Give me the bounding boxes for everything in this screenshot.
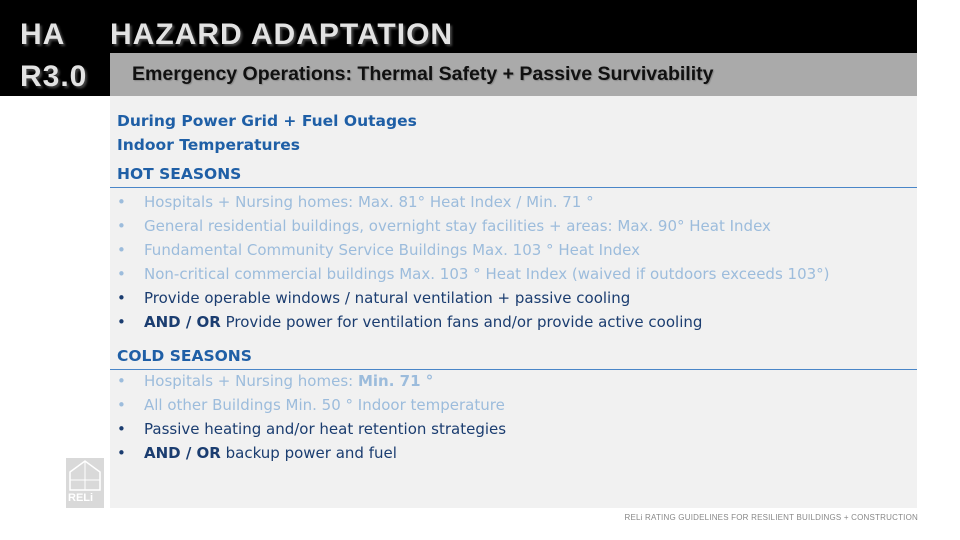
list-item — [117, 417, 506, 441]
list-item-text: Provide power for ventilation fans and/or provide active cooling — [220, 313, 703, 331]
list-item — [117, 310, 830, 334]
bullet-icon: • — [117, 444, 126, 462]
bullet-icon: • — [117, 313, 126, 331]
section-code: HA — [20, 18, 66, 51]
footer-text: RELi RATING GUIDELINES FOR RESILIENT BUILDINGS + CONSTRUCTION — [624, 513, 918, 522]
bullet-icon: • — [117, 241, 126, 259]
list-item-text: General residential buildings, overnight stay facilities + areas: Max. 90° Heat Index — [144, 217, 771, 235]
list-item — [117, 190, 830, 214]
list-item-text: Provide operable windows / natural ventilation + passive cooling — [144, 289, 631, 307]
bullet-icon: • — [117, 289, 126, 307]
page-title: HAZARD ADAPTATION — [110, 18, 454, 51]
list-item — [117, 369, 506, 393]
list-item — [117, 262, 830, 286]
bullet-icon: • — [117, 265, 126, 283]
list-item — [117, 214, 830, 238]
list-item-text: backup power and fuel — [220, 444, 397, 462]
intro-line-2: Indoor Temperatures — [117, 136, 300, 154]
bullet-icon: • — [117, 396, 126, 414]
bullet-icon: • — [117, 217, 126, 235]
list-item-emphasis: AND / OR — [144, 313, 221, 331]
intro-line-1: During Power Grid + Fuel Outages — [117, 112, 417, 130]
list-item-text: Non-critical commercial buildings Max. 103 ° Heat Index (waived if outdoors exceeds 103°) — [144, 265, 830, 283]
list-item-text: Passive heating and/or heat retention strategies — [144, 420, 507, 438]
section-number: R3.0 — [20, 60, 88, 93]
list-item-text: Fundamental Community Service Buildings Max. 103 ° Heat Index — [144, 241, 640, 259]
page-subtitle: Emergency Operations: Thermal Safety + Passive Survivability — [132, 63, 714, 85]
list-item — [117, 286, 830, 310]
bullet-icon: • — [117, 372, 126, 390]
list-item-text: Hospitals + Nursing homes: Max. 81° Heat Index / Min. 71 ° — [144, 193, 594, 211]
list-item — [117, 393, 506, 417]
hot-seasons-divider — [110, 187, 917, 188]
list-item-emphasis: Min. 71 ° — [357, 372, 434, 390]
hot-seasons-list — [117, 190, 830, 334]
cold-seasons-heading: COLD SEASONS — [117, 347, 252, 365]
list-item-emphasis: AND / OR — [144, 444, 221, 462]
hot-seasons-heading: HOT SEASONS — [117, 165, 242, 183]
bullet-icon: • — [117, 193, 126, 211]
cold-seasons-list — [117, 369, 506, 465]
logo-wordmark: RELi — [68, 492, 94, 504]
list-item — [117, 441, 506, 465]
bullet-icon: • — [117, 420, 126, 438]
list-item — [117, 238, 830, 262]
list-item-text: Hospitals + Nursing homes: — [144, 372, 358, 390]
list-item-text: All other Buildings Min. 50 ° Indoor temperature — [144, 396, 505, 414]
house-icon — [66, 458, 104, 492]
